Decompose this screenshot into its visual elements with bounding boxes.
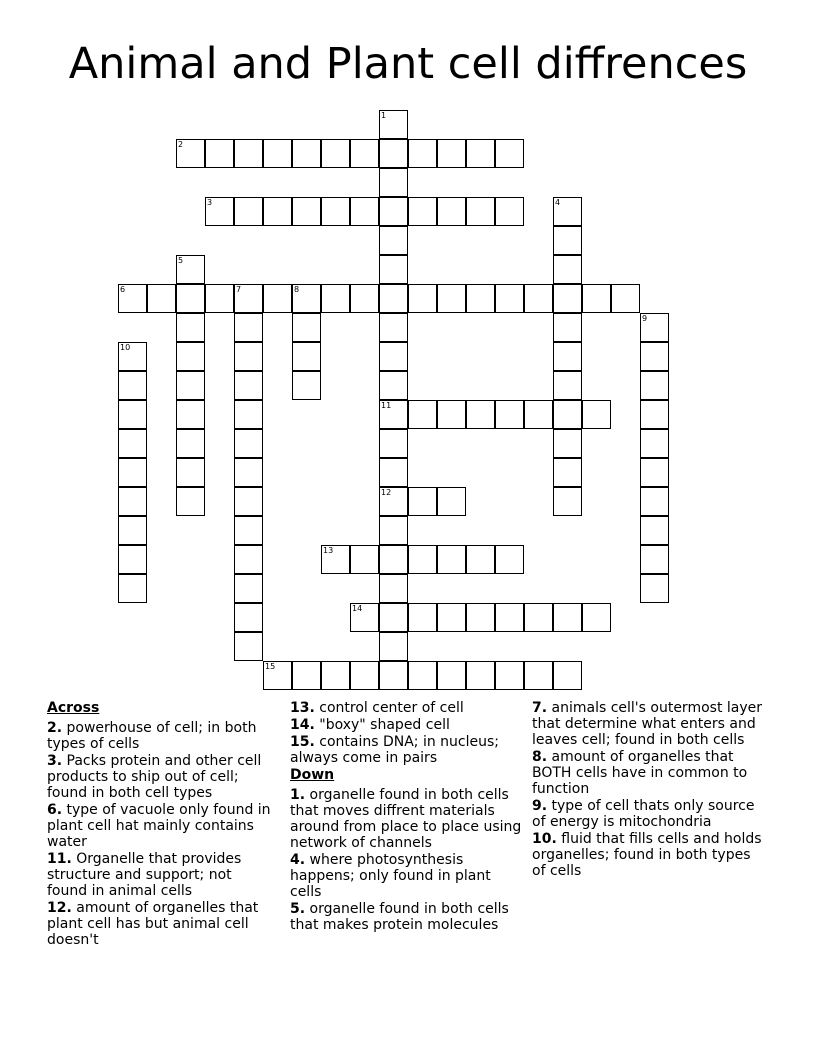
crossword-cell[interactable]: [379, 545, 408, 574]
crossword-cell[interactable]: [350, 545, 379, 574]
crossword-cell[interactable]: [495, 603, 524, 632]
crossword-cell[interactable]: [263, 197, 292, 226]
crossword-cell[interactable]: [176, 487, 205, 516]
crossword-cell[interactable]: [466, 284, 495, 313]
crossword-cell[interactable]: [379, 168, 408, 197]
crossword-cell[interactable]: [350, 603, 379, 632]
crossword-cell[interactable]: [466, 661, 495, 690]
crossword-cell[interactable]: [640, 400, 669, 429]
clue-number-label: 15: [265, 662, 276, 671]
crossword-cell[interactable]: [234, 284, 263, 313]
crossword-cell[interactable]: [640, 516, 669, 545]
crossword-cell[interactable]: [118, 429, 147, 458]
clue-text: "boxy" shaped cell: [319, 717, 450, 733]
crossword-cell[interactable]: [176, 255, 205, 284]
crossword-cell[interactable]: [437, 487, 466, 516]
crossword-cell[interactable]: [640, 313, 669, 342]
crossword-cell[interactable]: [147, 284, 176, 313]
crossword-cell[interactable]: [495, 400, 524, 429]
clue-number-label: 1: [381, 111, 387, 120]
crossword-cell[interactable]: [437, 603, 466, 632]
crossword-cell[interactable]: [553, 429, 582, 458]
clue-number: 12.: [47, 900, 72, 916]
across-clue-6: [47, 802, 275, 850]
crossword-cell[interactable]: [234, 545, 263, 574]
clue-number-label: 7: [236, 285, 242, 294]
crossword-cell[interactable]: [205, 284, 234, 313]
crossword-cell[interactable]: [640, 487, 669, 516]
clue-number: 2.: [47, 720, 63, 736]
crossword-cell[interactable]: [292, 342, 321, 371]
clue-number: 7.: [532, 700, 548, 716]
crossword-cell[interactable]: [524, 661, 553, 690]
crossword-cell[interactable]: [176, 342, 205, 371]
crossword-cell[interactable]: [640, 458, 669, 487]
clue-number-label: 2: [178, 140, 184, 149]
crossword-cell[interactable]: [234, 574, 263, 603]
crossword-cell[interactable]: [553, 342, 582, 371]
clue-number: 15.: [290, 734, 315, 750]
crossword-cell[interactable]: [524, 400, 553, 429]
clue-number: 11.: [47, 851, 72, 867]
crossword-cell[interactable]: [176, 400, 205, 429]
clues-column-2: [290, 700, 526, 934]
crossword-cell[interactable]: [466, 545, 495, 574]
crossword-cell[interactable]: [350, 284, 379, 313]
crossword-cell[interactable]: [379, 226, 408, 255]
down-clue-7: [532, 700, 767, 748]
crossword-cell[interactable]: [321, 197, 350, 226]
crossword-cell[interactable]: [205, 139, 234, 168]
crossword-cell[interactable]: [292, 139, 321, 168]
crossword-cell[interactable]: [408, 139, 437, 168]
crossword-cell[interactable]: [379, 139, 408, 168]
clue-text: fluid that fills cells and holds organelles; found in both types of cells: [532, 831, 762, 879]
crossword-cell[interactable]: [379, 284, 408, 313]
crossword-cell[interactable]: [118, 545, 147, 574]
crossword-cell[interactable]: [350, 197, 379, 226]
crossword-cell[interactable]: [292, 284, 321, 313]
crossword-cell[interactable]: [466, 400, 495, 429]
across-clue-11: [47, 851, 275, 899]
crossword-cell[interactable]: [524, 603, 553, 632]
crossword-cell[interactable]: [553, 197, 582, 226]
crossword-cell[interactable]: [379, 603, 408, 632]
crossword-cell[interactable]: [234, 516, 263, 545]
clue-number-label: 14: [352, 604, 363, 613]
crossword-cell[interactable]: [234, 400, 263, 429]
clue-text: Organelle that provides structure and support; not found in animal cells: [47, 851, 242, 899]
crossword-cell[interactable]: [234, 487, 263, 516]
down-clue-10: [532, 831, 767, 879]
clue-number: 10.: [532, 831, 557, 847]
crossword-cell[interactable]: [437, 661, 466, 690]
crossword-cell[interactable]: [466, 139, 495, 168]
clue-number: 4.: [290, 852, 306, 868]
crossword-cell[interactable]: [408, 603, 437, 632]
crossword-cell[interactable]: [379, 371, 408, 400]
across-clue-15: [290, 734, 526, 766]
crossword-cell[interactable]: [234, 197, 263, 226]
crossword-cell[interactable]: [118, 574, 147, 603]
clue-text: amount of organelles that plant cell has but animal cell doesn't: [47, 900, 259, 948]
crossword-cell[interactable]: [582, 400, 611, 429]
crossword-cell[interactable]: [408, 197, 437, 226]
crossword-cell[interactable]: [582, 284, 611, 313]
crossword-cell[interactable]: [466, 197, 495, 226]
crossword-cell[interactable]: [379, 429, 408, 458]
crossword-cell[interactable]: [640, 429, 669, 458]
crossword-cell[interactable]: [379, 400, 408, 429]
crossword-cell[interactable]: [408, 400, 437, 429]
crossword-cell[interactable]: [495, 284, 524, 313]
crossword-cell[interactable]: [176, 458, 205, 487]
down-clue-4: [290, 852, 526, 900]
crossword-cell[interactable]: [408, 661, 437, 690]
clue-number-label: 4: [555, 198, 561, 207]
clue-number: 8.: [532, 749, 548, 765]
crossword-cell[interactable]: [379, 458, 408, 487]
clue-text: type of cell thats only source of energy is mitochondria: [532, 798, 755, 830]
clue-text: Packs protein and other cell products to ship out of cell; found in both cell types: [47, 753, 262, 801]
clue-text: control center of cell: [319, 700, 464, 716]
crossword-cell[interactable]: [379, 487, 408, 516]
crossword-cell[interactable]: [350, 139, 379, 168]
crossword-cell[interactable]: [118, 487, 147, 516]
down-clue-9: [532, 798, 767, 830]
clue-number: 3.: [47, 753, 63, 769]
clue-text: contains DNA; in nucleus; always come in pairs: [290, 734, 500, 766]
crossword-cell[interactable]: [466, 603, 495, 632]
crossword-cell[interactable]: [292, 371, 321, 400]
crossword-cell[interactable]: [234, 342, 263, 371]
clue-number-label: 3: [207, 198, 213, 207]
clue-number-label: 9: [642, 314, 648, 323]
clues-column-3: [532, 700, 767, 880]
crossword-cell[interactable]: [379, 197, 408, 226]
down-clue-1: [290, 787, 526, 851]
crossword-cell[interactable]: [582, 603, 611, 632]
across-clue-13: [290, 700, 526, 716]
crossword-cell[interactable]: [553, 400, 582, 429]
crossword-cell[interactable]: [176, 284, 205, 313]
crossword-cell[interactable]: [234, 603, 263, 632]
down-heading: Down: [290, 767, 335, 783]
clue-number-label: 8: [294, 285, 300, 294]
crossword-cell[interactable]: [379, 516, 408, 545]
crossword-cell[interactable]: [553, 371, 582, 400]
crossword-cell[interactable]: [640, 371, 669, 400]
clue-number-label: 5: [178, 256, 184, 265]
clue-text: organelle found in both cells that makes protein molecules: [290, 901, 509, 933]
crossword-cell[interactable]: [234, 313, 263, 342]
clue-number: 1.: [290, 787, 306, 803]
crossword-cell[interactable]: [379, 313, 408, 342]
crossword-cell[interactable]: [176, 429, 205, 458]
crossword-cell[interactable]: [118, 516, 147, 545]
crossword-cell[interactable]: [524, 284, 553, 313]
crossword-cell[interactable]: [553, 313, 582, 342]
crossword-cell[interactable]: [234, 632, 263, 661]
clue-number: 13.: [290, 700, 315, 716]
crossword-cell[interactable]: [234, 458, 263, 487]
crossword-cell[interactable]: [408, 545, 437, 574]
clue-text: where photosynthesis happens; only found in plant cells: [290, 852, 491, 900]
clue-text: amount of organelles that BOTH cells have in common to function: [532, 749, 748, 797]
clue-number: 6.: [47, 802, 63, 818]
clue-text: animals cell's outermost layer that determine what enters and leaves cell; found in both cells: [532, 700, 763, 748]
crossword-cell[interactable]: [379, 255, 408, 284]
crossword-cell[interactable]: [495, 661, 524, 690]
clue-text: powerhouse of cell; in both types of cells: [47, 720, 257, 752]
crossword-cell[interactable]: [437, 139, 466, 168]
crossword-cell[interactable]: [553, 458, 582, 487]
page-title: Animal and Plant cell diffrences: [68, 39, 748, 89]
crossword-cell[interactable]: [118, 400, 147, 429]
crossword-cell[interactable]: [321, 284, 350, 313]
crossword-cell[interactable]: [408, 284, 437, 313]
across-clue-12: [47, 900, 275, 948]
crossword-cell[interactable]: [292, 197, 321, 226]
clue-number-label: 10: [120, 343, 131, 352]
crossword-cell[interactable]: [321, 661, 350, 690]
crossword-cell[interactable]: [379, 632, 408, 661]
crossword-cell[interactable]: [553, 255, 582, 284]
crossword-cell[interactable]: [437, 197, 466, 226]
crossword-cell[interactable]: [118, 371, 147, 400]
clues-column-1: [47, 700, 275, 949]
crossword-cell[interactable]: [495, 139, 524, 168]
across-clue-2: [47, 720, 275, 752]
clue-text: organelle found in both cells that moves diffrent materials around from place to place using network of channels: [290, 787, 522, 851]
crossword-cell[interactable]: [611, 284, 640, 313]
down-clue-8: [532, 749, 767, 797]
across-clue-14: [290, 717, 526, 733]
crossword-cell[interactable]: [176, 139, 205, 168]
crossword-cell[interactable]: [553, 284, 582, 313]
crossword-cell[interactable]: [321, 545, 350, 574]
crossword-cell[interactable]: [553, 603, 582, 632]
clue-number: 5.: [290, 901, 306, 917]
crossword-cell[interactable]: [379, 342, 408, 371]
crossword-cell[interactable]: [176, 371, 205, 400]
crossword-cell[interactable]: [437, 400, 466, 429]
crossword-cell[interactable]: [234, 139, 263, 168]
across-clue-3: [47, 753, 275, 801]
crossword-cell[interactable]: [118, 458, 147, 487]
crossword-cell[interactable]: [640, 342, 669, 371]
crossword-cell[interactable]: [553, 487, 582, 516]
clue-number: 14.: [290, 717, 315, 733]
crossword-cell[interactable]: [263, 284, 292, 313]
crossword-cell[interactable]: [495, 197, 524, 226]
crossword-cell[interactable]: [350, 661, 379, 690]
crossword-cell[interactable]: [437, 284, 466, 313]
crossword-cell[interactable]: [118, 284, 147, 313]
crossword-cell[interactable]: [234, 429, 263, 458]
crossword-cell[interactable]: [640, 574, 669, 603]
clue-number-label: 11: [381, 401, 392, 410]
crossword-cell[interactable]: [379, 574, 408, 603]
clue-number-label: 12: [381, 488, 392, 497]
crossword-cell[interactable]: [408, 487, 437, 516]
across-heading: Across: [47, 700, 100, 716]
crossword-cell[interactable]: [379, 661, 408, 690]
crossword-cell[interactable]: [292, 313, 321, 342]
crossword-cell[interactable]: [321, 139, 350, 168]
crossword-cell[interactable]: [205, 197, 234, 226]
crossword-cell[interactable]: [640, 545, 669, 574]
down-clue-5: [290, 901, 526, 933]
crossword-cell[interactable]: [263, 139, 292, 168]
crossword-cell[interactable]: [495, 545, 524, 574]
crossword-cell[interactable]: [553, 661, 582, 690]
clue-number-label: 13: [323, 546, 334, 555]
crossword-cell[interactable]: [176, 313, 205, 342]
crossword-cell[interactable]: [292, 661, 321, 690]
crossword-cell[interactable]: [234, 371, 263, 400]
clue-number-label: 6: [120, 285, 126, 294]
crossword-cell[interactable]: [379, 110, 408, 139]
crossword-cell[interactable]: [118, 342, 147, 371]
crossword-cell[interactable]: [263, 661, 292, 690]
crossword-cell[interactable]: [437, 545, 466, 574]
clue-number: 9.: [532, 798, 548, 814]
clue-text: type of vacuole only found in plant cell hat mainly contains water: [47, 802, 271, 850]
crossword-cell[interactable]: [553, 226, 582, 255]
